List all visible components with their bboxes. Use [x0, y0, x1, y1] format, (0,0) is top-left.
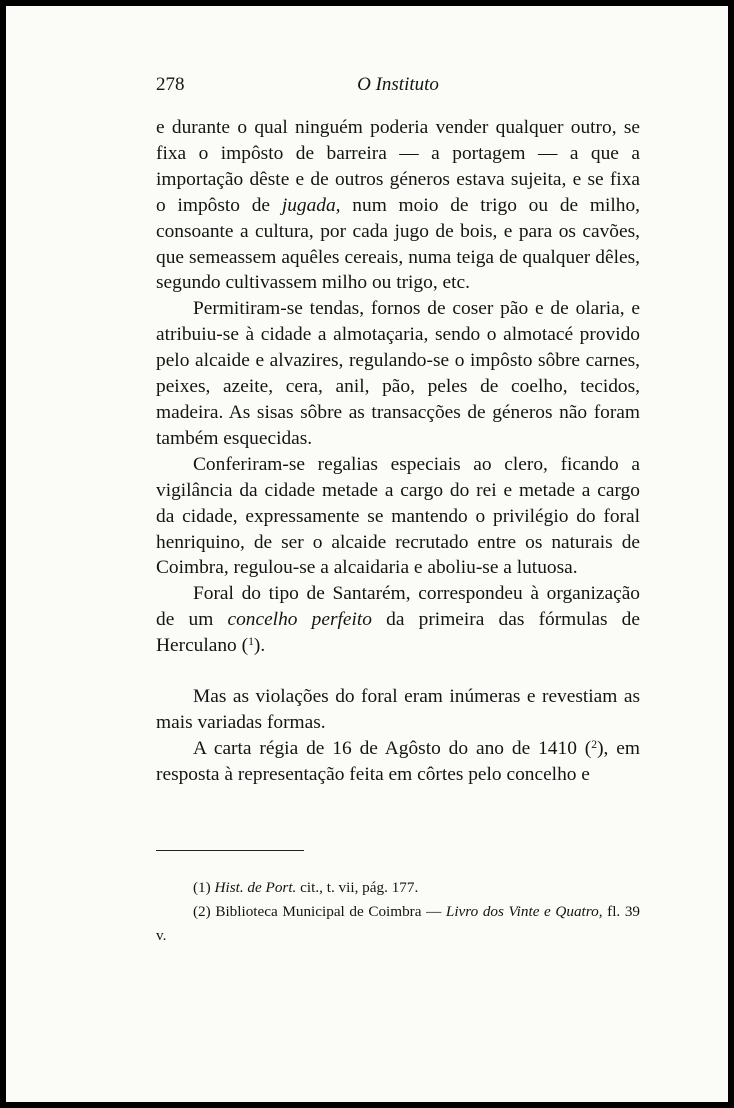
body-text	[156, 115, 640, 788]
paragraph-2: Permitiram-se tendas, fornos de coser pão e de olaria, e atribuiu-se à cidade a almotaçaria, sendo o almotacé provido pelo alcaide e alvazires, regulando-se o impôsto sôbre carnes, peixes, azeite, cera, anil, pão, peles de coelho, tecidos, madeira. As sisas sôbre as transacções de géneros não foram também esquecidas.	[156, 298, 640, 449]
footnote-ref: 2	[591, 738, 598, 752]
italic-term: jugada,	[281, 194, 341, 216]
footnote-2: (2) Biblioteca Municipal de Coimbra — Livro dos Vinte e Quatro, fl. 39 v.	[156, 903, 641, 944]
paragraph-4: Foral do tipo de Santarém, correspondeu à organização de um concelho perfeito da primeira das fórmulas de Herculano ($^1$).	[156, 583, 640, 657]
running-title: O Instituto	[357, 74, 439, 95]
footnotes	[156, 876, 640, 948]
page-number: 278	[156, 74, 185, 95]
paragraph-3: Conferiram-se regalias especiais ao clero, ficando a vigilância da cidade metade a cargo do rei e metade a cargo da cidade, expressamente se mantendo o privilégio do foral henriquino, de ser o alcaide recrutado entre os naturais de Coimbra, regulou-se a alcaidaria e aboliu-se a lutuosa.	[156, 453, 640, 579]
footnote-ref: 1	[248, 635, 254, 649]
paragraph-1: e durante o qual ninguém poderia vender qualquer outro, se fixa o impôsto de barreira — a portagem — a que a importação dêste e de outros géneros estava sujeita, e se fixa o impôsto de jugada, num moio de trigo ou de milho, consoante a cultura, por cada jugo de bois, e para os cavões, que semeassem aquêles cereais, numa teiga de qualquer dêles, segundo cultivassem milho ou trigo, etc.	[156, 117, 640, 294]
paragraph-6: A carta régia de 16 de Agôsto do ano de 1410 ($^2$), em resposta à representação feita em côrtes pelo concelho e	[156, 737, 640, 785]
footnote-1: (1) Hist. de Port. cit., t. vii, pág. 177.	[193, 879, 419, 896]
paragraph-5: Mas as violações do foral eram inúmeras e revestiam as mais variadas formas.	[156, 686, 640, 733]
footnote-divider	[156, 850, 304, 851]
italic-term: concelho perfeito	[227, 609, 372, 631]
page-header	[156, 74, 640, 100]
